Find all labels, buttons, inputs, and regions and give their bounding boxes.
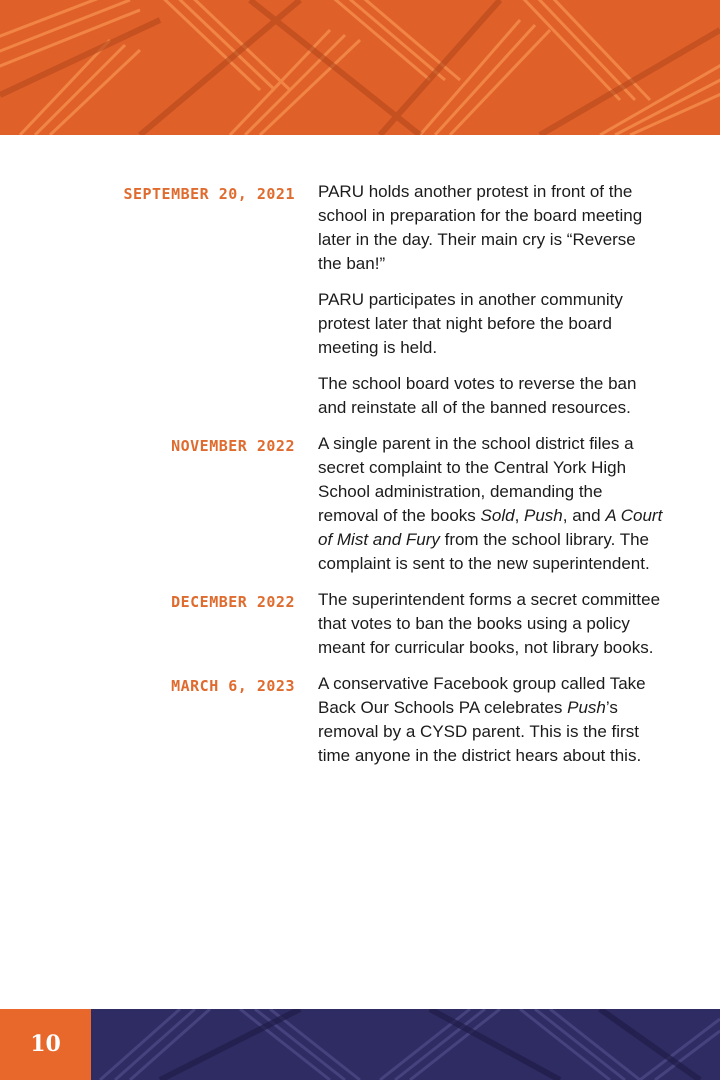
timeline-paragraph: The school board votes to reverse the ban and reinstate all of the banned resources.: [318, 374, 637, 417]
timeline-paragraph: PARU participates in another community protest later that night before the board meeting is held.: [318, 290, 623, 357]
book-title: Push: [524, 506, 563, 525]
timeline-entry: [0, 432, 720, 576]
book-title: Sold: [480, 506, 515, 525]
timeline-paragraph: PARU holds another protest in front of the school in preparation for the board meeting later in the day. Their main cry is “Reverse the ban!”: [318, 182, 643, 273]
top-book-pages-banner: [0, 0, 720, 135]
timeline-paragraph: A single parent in the school district files a secret complaint to the Central York High School administration, demanding the removal of the books Sold, Push, and A Court of Mist and Fury from the school library. The complaint is sent to the new superintendent.: [318, 434, 663, 573]
timeline-paragraph: A conservative Facebook group called Take Back Our Schools PA celebrates Push’s removal by a CYSD parent. This is the first time anyone in the district hears about this.: [318, 674, 646, 765]
page-number-box: [0, 1009, 91, 1080]
book-pages-illustration: [0, 0, 720, 135]
page-number: 10: [30, 1031, 61, 1057]
timeline-date: SEPTEMBER 20, 2021: [123, 185, 295, 203]
timeline-entry: [0, 588, 720, 660]
bottom-book-pages-banner: [0, 1009, 720, 1080]
book-title: A Court of Mist and Fury: [318, 506, 663, 549]
timeline-date: DECEMBER 2022: [171, 593, 295, 611]
book-pages-illustration: [0, 1009, 720, 1080]
timeline: [0, 180, 720, 780]
timeline-date: NOVEMBER 2022: [171, 437, 295, 455]
timeline-entry: [0, 672, 720, 768]
timeline-paragraph: The superintendent forms a secret committee that votes to ban the books using a policy meant for curricular books, not library books.: [318, 590, 661, 657]
timeline-date: MARCH 6, 2023: [171, 677, 295, 695]
book-title: Push: [567, 698, 606, 717]
timeline-entry: [0, 180, 720, 420]
